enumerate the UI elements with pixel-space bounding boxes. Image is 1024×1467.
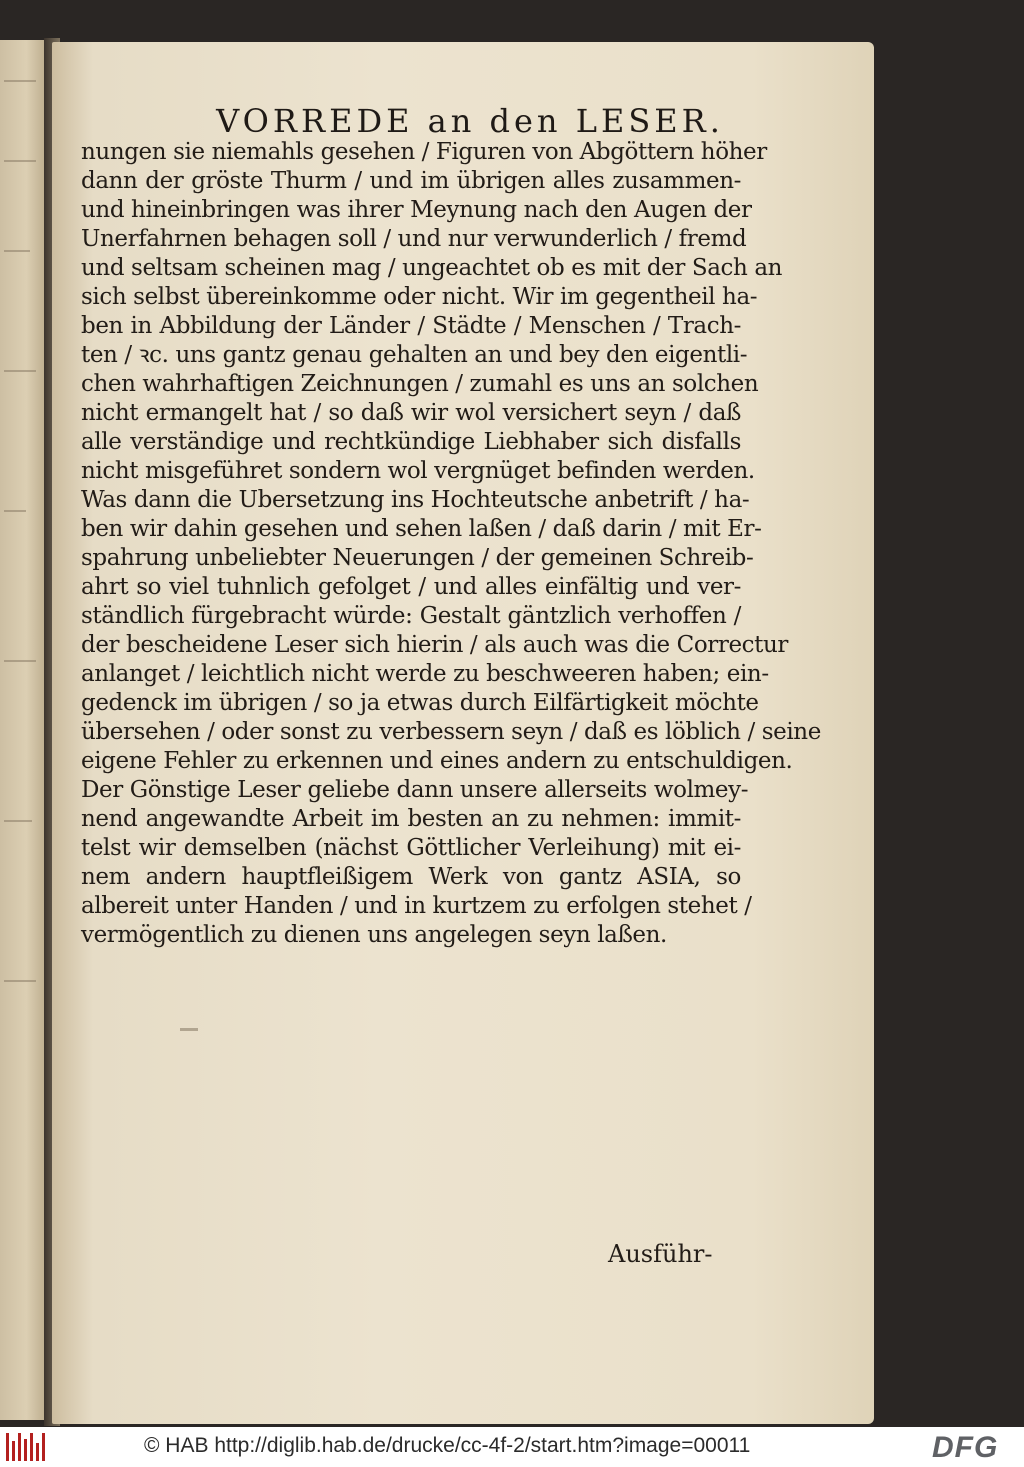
hab-logo-icon xyxy=(6,1433,46,1461)
text-line: sich selbst übereinkomme oder nicht. Wir im gegentheil ha- xyxy=(81,284,758,310)
text-line: dann der gröste Thurm / und im übrigen alles zusammen- xyxy=(81,168,741,194)
text-line: und hineinbringen was ihrer Meynung nach den Augen der xyxy=(81,197,752,223)
text-line: alle verständige und rechtkündige Liebhaber sich disfalls xyxy=(81,429,741,455)
text-line: ben wir dahin gesehen und sehen laßen / daß darin / mit Er- xyxy=(81,516,762,542)
catchword: Ausführ- xyxy=(608,1240,713,1268)
text-line: ahrt so viel tuhnlich gefolget / und alles einfältig und ver- xyxy=(81,574,741,600)
text-line: eigene Fehler zu erkennen und eines andern zu entschuldigen. xyxy=(81,748,793,774)
text-line: telst wir demselben (nächst Göttlicher Verleihung) mit ei- xyxy=(81,835,741,861)
text-line: ständlich fürgebracht würde: Gestalt gäntzlich verhoffen / xyxy=(81,603,741,629)
page-header: VORREDE an den LESER. xyxy=(216,102,724,140)
text-line: nicht misgeführet sondern wol vergnüget befinden werden. xyxy=(81,458,755,484)
text-line: ben in Abbildung der Länder / Städte / Menschen / Trach- xyxy=(81,313,741,339)
text-line: chen wahrhaftigen Zeichnungen / zumahl es uns an solchen xyxy=(81,371,759,397)
text-line: übersehen / oder sonst zu verbessern seyn / daß es löblich / seine xyxy=(81,719,821,745)
text-line: ten / ꝛc. uns gantz genau gehalten an und bey den eigentli- xyxy=(81,342,748,368)
text-line: nungen sie niemahls gesehen / Figuren von Abgöttern höher xyxy=(81,139,767,165)
viewer-footer xyxy=(0,1427,1024,1467)
text-line: gedenck im übrigen / so ja etwas durch Eilfärtigkeit möchte xyxy=(81,690,759,716)
dfg-logo: DFG xyxy=(932,1431,999,1464)
text-line: nend angewandte Arbeit im besten an zu nehmen: immit- xyxy=(81,806,741,832)
text-line: anlanget / leichtlich nicht werde zu beschweeren haben; ein- xyxy=(81,661,769,687)
text-line: Der Gönstige Leser geliebe dann unsere allerseits wolmey- xyxy=(81,777,749,803)
text-line: und seltsam scheinen mag / ungeachtet ob es mit der Sach an xyxy=(81,255,783,281)
previous-page-edge xyxy=(0,40,48,1420)
document-page xyxy=(52,42,874,1424)
body-text xyxy=(81,138,821,950)
text-line: spahrung unbeliebter Neuerungen / der gemeinen Schreib- xyxy=(81,545,754,571)
text-line: nicht ermangelt hat / so daß wir wol versichert seyn / daß xyxy=(81,400,741,426)
text-line: vermögentlich zu dienen uns angelegen seyn laßen. xyxy=(81,922,667,948)
text-line: Unerfahrnen behagen soll / und nur verwunderlich / fremd xyxy=(81,226,747,252)
text-line: nem andern hauptfleißigem Werk von gantz ASIA, so xyxy=(81,864,741,890)
ink-smudge xyxy=(180,1028,198,1031)
text-line: der bescheidene Leser sich hierin / als auch was die Correctur xyxy=(81,632,789,658)
copyright-link[interactable]: © HAB http://diglib.hab.de/drucke/cc-4f-2/start.htm?image=00011 xyxy=(144,1434,751,1457)
text-line: albereit unter Handen / und in kurtzem zu erfolgen stehet / xyxy=(81,893,752,919)
text-line: Was dann die Ubersetzung ins Hochteutsche anbetrift / ha- xyxy=(81,487,750,513)
